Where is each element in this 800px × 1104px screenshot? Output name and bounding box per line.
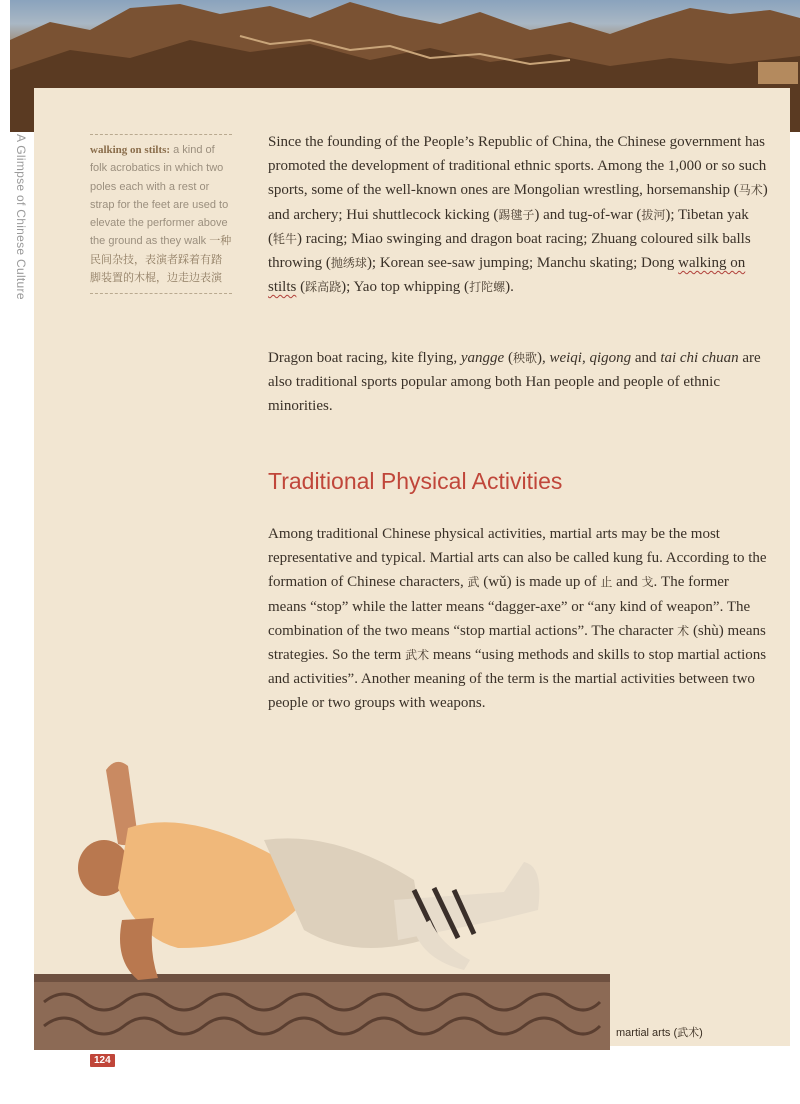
paragraph-ethnic-sports: Since the founding of the People’s Republic of China, the Chinese government has promoted the development of traditional ethnic sports. Among the 1,000 or so such sports, some of the well-known ones are Mongolian wrestling, horsemanship (马术) and archery; Hui shuttlecock kicking (踢毽子) and tug-of-war (拔河); Tibetan yak (牦牛) racing; Miao swinging and dragon boat racing; Zhuang coloured silk balls throwing (抛绣球); Korean see-saw jumping; Manchu skating; Dong walking on stilts (踩高跷); Yao top whipping (打陀螺). — [268, 134, 768, 296]
page-number: 124 — [90, 1054, 115, 1067]
paragraph-martial-arts: Among traditional Chinese physical activities, martial arts may be the most representative and typical. Martial arts can also be called kung fu. According to the formation of Chinese characters, 武 (wǔ) is made up of 止 and 戈. The former means “stop” while the latter means “dagger-axe” or “any kind of weapon”. The combination of the two means “stop martial actions”. The character 术 (shù) means strategies. So the term 武术 means “using methods and skills to stop martial actions and activities”. Another meaning of the term is the martial activities between two people or two groups with weapons. — [268, 526, 767, 712]
photo-caption: martial arts (武术) — [616, 1027, 703, 1039]
paragraph-popular-sports: Dragon boat racing, kite flying, yangge (秧歌), weiqi, qigong and tai chi chuan are also traditional sports popular among both Han people and people of ethnic minorities. — [268, 350, 761, 415]
glossary-note — [90, 134, 232, 294]
section-heading: Traditional Physical Activities — [268, 468, 563, 494]
stone-wall — [34, 978, 610, 1050]
glossary-term: walking on stilts: — [90, 144, 171, 156]
martial-artist-photo — [34, 740, 610, 1050]
monk-figure — [78, 762, 539, 980]
glossary-link-walking-on-stilts: walking on stilts — [268, 255, 746, 296]
book-title-vertical: A Glimpse of Chinese Culture — [14, 134, 28, 300]
glossary-chinese: 一种民间杂技，表演者踩着有踏脚装置的木棍，边走边表演 — [90, 235, 232, 285]
glossary-definition: a kind of folk acrobatics in which two poles each with a rest or strap for the feet are used to elevate the performer above the ground as they walk — [90, 144, 229, 248]
